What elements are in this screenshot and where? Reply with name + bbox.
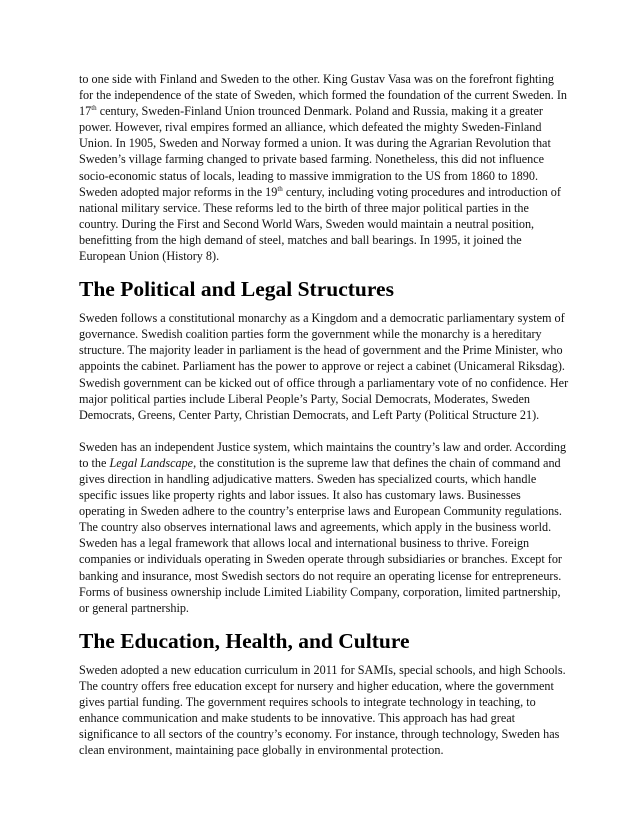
legal-text-2: , the constitution is the supreme law that defines the chain of command and gives direction in handling adjudicative matters. Sweden has specialized courts, which handle specific issues like property rights and labor issues. It also has customary laws. Businesses operating in Sweden adhere to the country’s enterprise laws and European Community regulations. The country also observes international laws and agreements, which apply in the business world. Sweden has a legal framework that allows local and international business to thrive. Foreign companies or individuals operating in Sweden operate through subsidiaries or branches. Except for banking and insurance, most Swedish sectors do not require an operating license for entrepreneurs. Forms of business ownership include Limited Liability Company, corporation, limited partnership, or general partnership. [79,455,562,615]
document-body [79,71,569,758]
political-structure-paragraph: Sweden follows a constitutional monarchy as a Kingdom and a democratic parliamentary system of governance. Swedish coalition parties form the government while the monarchy is a hereditary structure. The majority leader in parliament is the head of government and the Prime Minister, who appoints the cabinet. Parliament has the power to approve or reject a cabinet (Unicameral Riksdag). Swedish government can be kicked out of office through a parliamentary vote of no confidence. Her major political parties include Liberal People’s Party, Social Democrats, Moderates, Sweden Democrats, Greens, Center Party, Christian Democrats, and Left Party (Political Structure 21). [79,311,569,422]
education-paragraph: Sweden adopted a new education curriculum in 2011 for SAMIs, special schools, and high Schools. The country offers free education except for nursery and higher education, where the government gives partial funding. The government requires schools to integrate technology in teaching, to enhance communication and make students to be innovative. This approach has had great significance to all sectors of the country’s economy. For instance, through technology, Sweden has clean environment, maintaining pace globally in environmental protection. [79,662,566,758]
intro-text-1: to one side with Finland and Sweden to the other. King Gustav Vasa was on the forefront fighting for the independence of the state of Sweden, which formed the foundation of the current Sweden. In 17 [79,72,568,119]
intro-superscript-2: th [277,184,283,193]
intro-superscript-1: th [91,104,97,113]
legal-text-1: Sweden has an independent Justice system, which maintains the country’s law and order. According to the [79,439,567,470]
legal-landscape-italic: Legal Landscape [109,455,194,470]
intro-text-3: century, including voting procedures and introduction of national military service. These reforms led to the birth of three major political parties in the country. During the First and Second World Wars, Sweden would maintain a neutral position, benefitting from the high demand of steel, matches and ball bearings. In 1995, it joined the European Union (History 8). [79,184,561,264]
intro-paragraph [79,71,569,264]
section-heading-political-legal: The Political and Legal Structures [79,277,394,302]
legal-system-paragraph [79,439,569,616]
section-heading-education-health-culture: The Education, Health, and Culture [79,628,410,653]
intro-text-2: century, Sweden-Finland Union trounced Denmark. Poland and Russia, making it a greater power. However, rival empires formed an alliance, which defeated the mighty Sweden-Finland Union. In 1905, Sweden and Norway formed a union. It was during the Agrarian Revolution that Sweden’s village farming changed to private based farming. Nonetheless, this did not influence socio-economic status of locals, leading to massive immigration to the US from 1860 to 1890. Sweden adopted major reforms in the 19 [79,104,551,199]
